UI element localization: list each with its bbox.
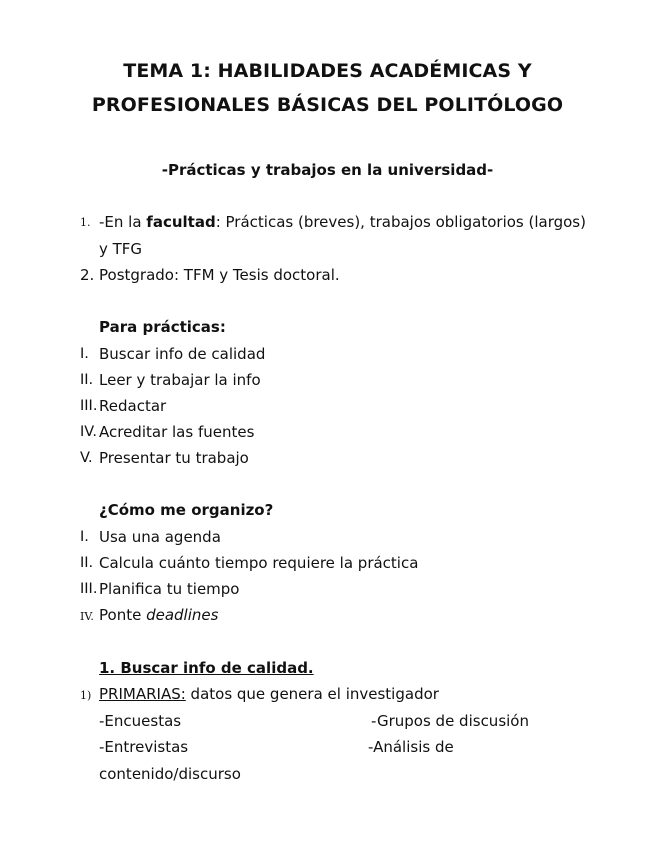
list-item-rest: : Prácticas (breves), trabajos obligatorios (largos) — [215, 213, 586, 231]
section-heading-organizo: ¿Cómo me organizo? — [99, 501, 274, 519]
list-item: Redactar — [99, 397, 167, 415]
list-item: Leer y trabajar la info — [99, 371, 261, 389]
list-item-continuation: y TFG — [99, 240, 143, 258]
list-marker: IV. — [80, 424, 97, 440]
primarias-text: datos que genera el investigador — [185, 685, 439, 703]
list-marker: II. — [80, 372, 94, 388]
section-heading-practicas: Para prácticas: — [99, 318, 226, 336]
list-marker: II. — [80, 555, 94, 571]
method-encuestas: -Encuestas — [99, 712, 182, 730]
list-marker: I. — [80, 529, 89, 545]
page-title-line-2: PROFESIONALES BÁSICAS DEL POLITÓLOGO — [91, 94, 564, 116]
section-heading-buscar-info: 1. Buscar info de calidad. — [99, 659, 314, 677]
list-item: Buscar info de calidad — [99, 345, 266, 363]
subtitle: -Prácticas y trabajos en la universidad- — [161, 161, 494, 179]
list-item-postgrado: Postgrado: TFM y Tesis doctoral. — [99, 266, 340, 284]
method-grupos-discusion: -Grupos de discusión — [371, 712, 529, 730]
list-item-text: Ponte — [99, 606, 147, 624]
list-item: Acreditar las fuentes — [99, 423, 255, 441]
method-analisis-continuation: contenido/discurso — [99, 765, 241, 783]
list-marker: IV. — [80, 610, 94, 623]
list-marker: III. — [80, 581, 98, 597]
method-analisis: -Análisis de — [368, 738, 454, 756]
method-entrevistas: -Entrevistas — [99, 738, 189, 756]
list-marker: 1) — [80, 689, 92, 702]
list-marker: V. — [80, 450, 93, 466]
list-item: Calcula cuánto tiempo requiere la práctica — [99, 554, 419, 572]
primarias-line — [99, 684, 439, 704]
list-item-italic: deadlines — [146, 606, 219, 624]
list-item-deadlines — [99, 605, 218, 625]
list-item: Planifica tu tiempo — [99, 580, 240, 598]
primarias-label: PRIMARIAS: — [99, 685, 186, 703]
list-marker: 2. — [80, 266, 95, 284]
list-marker: 1. — [80, 216, 91, 229]
list-item-facultad — [99, 212, 586, 232]
list-item: Usa una agenda — [99, 528, 221, 546]
list-item-bold-word: facultad — [146, 213, 216, 231]
page-title-line-1: TEMA 1: HABILIDADES ACADÉMICAS Y — [123, 60, 532, 82]
list-marker: III. — [80, 398, 98, 414]
list-item: Presentar tu trabajo — [99, 449, 249, 467]
list-marker: I. — [80, 346, 89, 362]
list-item-prefix: -En la — [99, 213, 147, 231]
